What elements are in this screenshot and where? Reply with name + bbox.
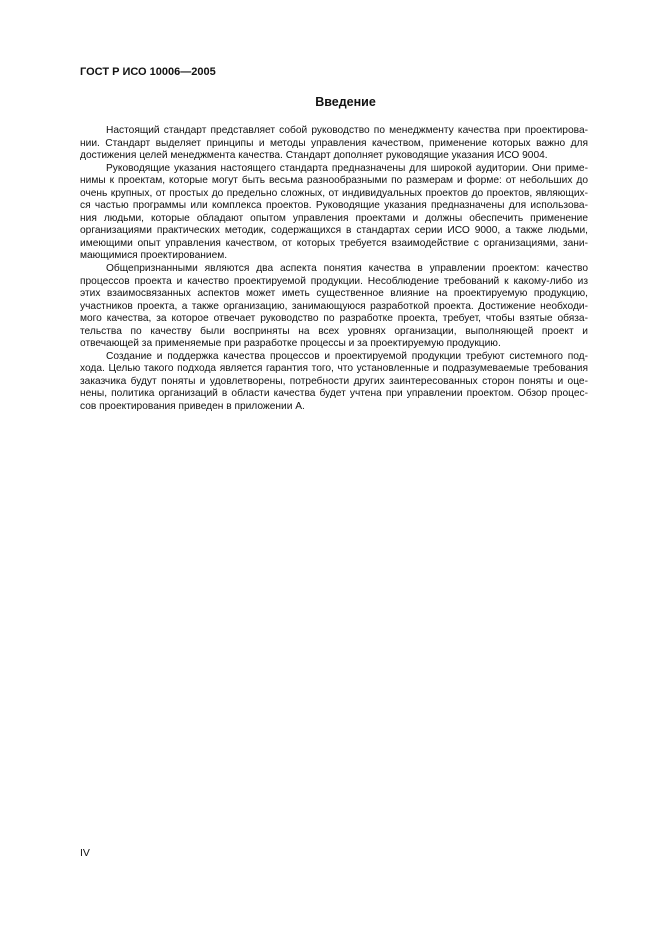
text-line: этих взаимосвязанных аспектов может иметь существенное влияние на проектируемую продукцию, (80, 288, 588, 300)
text-line: организациями практических методик, содержащихся в стандартах серии ИСО 9000, а также людьми, (80, 225, 588, 237)
text-line: очень крупных, от простых до предельно сложных, от индивидуальных проектов до проектов, являющих- (80, 187, 588, 199)
text-line: процессов проекта и качество проектируемой продукции. Несоблюдение требований к какому-либо из (80, 275, 588, 287)
text-line: участников проекта, а также организацию, занимающуюся разработкой проекта. Достижение необходи- (80, 300, 588, 312)
text-line: Общепризнанными являются два аспекта понятия качества в управлении проектом: качество (106, 263, 588, 275)
section-title: Введение (315, 95, 376, 109)
text-line: достижения целей менеджмента качества. Стандарт дополняет руководящие указания ИСО 9004. (80, 150, 548, 162)
text-line: Руководящие указания настоящего стандарта предназначены для широкой аудитории. Они приме- (106, 162, 588, 174)
text-line: ся частью программы или комплекса проектов. Руководящие указания предназначены для использова- (80, 200, 588, 212)
text-line: Настоящий стандарт представляет собой руководство по менеджменту качества при проектирова- (106, 125, 588, 136)
text-line: сов проектирования приведен в приложении А. (80, 401, 305, 413)
paragraph (80, 163, 588, 263)
text-line: заказчика будут поняты и удовлетворены, потребности других заинтересованных сторон поняты и оце- (80, 375, 588, 387)
text-line: мого качества, за которое отвечает руководство по разработке проекта, требует, чтобы взятые обяза- (80, 313, 588, 325)
paragraph (80, 125, 588, 163)
text-line: мающимися проектированием. (80, 250, 228, 262)
paragraph (80, 263, 588, 351)
text-line: хода. Целью такого подхода является гарантия того, что установленные и подразумеваемые требования (80, 363, 588, 375)
text-line: отвечающей за применяемые при разработке процессы и за проектируемую продукцию. (80, 338, 501, 350)
page-number: IV (80, 847, 90, 859)
text-line: имеющими опыт управления качеством, от которых требуется взаимодействие с организациями, зани- (80, 237, 588, 249)
paragraph (80, 351, 588, 414)
text-line: Создание и поддержка качества процессов и проектируемой продукции требуют системного под- (106, 350, 588, 362)
text-line: тельства по качеству были восприняты на всех уровнях организации, выполняющей проект и (80, 325, 588, 337)
document-body (80, 125, 588, 414)
document-header: ГОСТ Р ИСО 10006—2005 (80, 66, 216, 78)
text-line: нимы к проектам, которые могут быть весьма разнообразными по размерам и форме: от небольших до (80, 175, 588, 187)
text-line: нены, политика организаций в области качества будет учтена при управлении проектом. Обзор процес- (80, 388, 588, 400)
text-line: нии. Стандарт выделяет принципы и методы управления качеством, применение которых важно для (80, 137, 588, 149)
text-line: ния людьми, которые обладают опытом управления проектами и должны обеспечить применение (80, 212, 588, 224)
